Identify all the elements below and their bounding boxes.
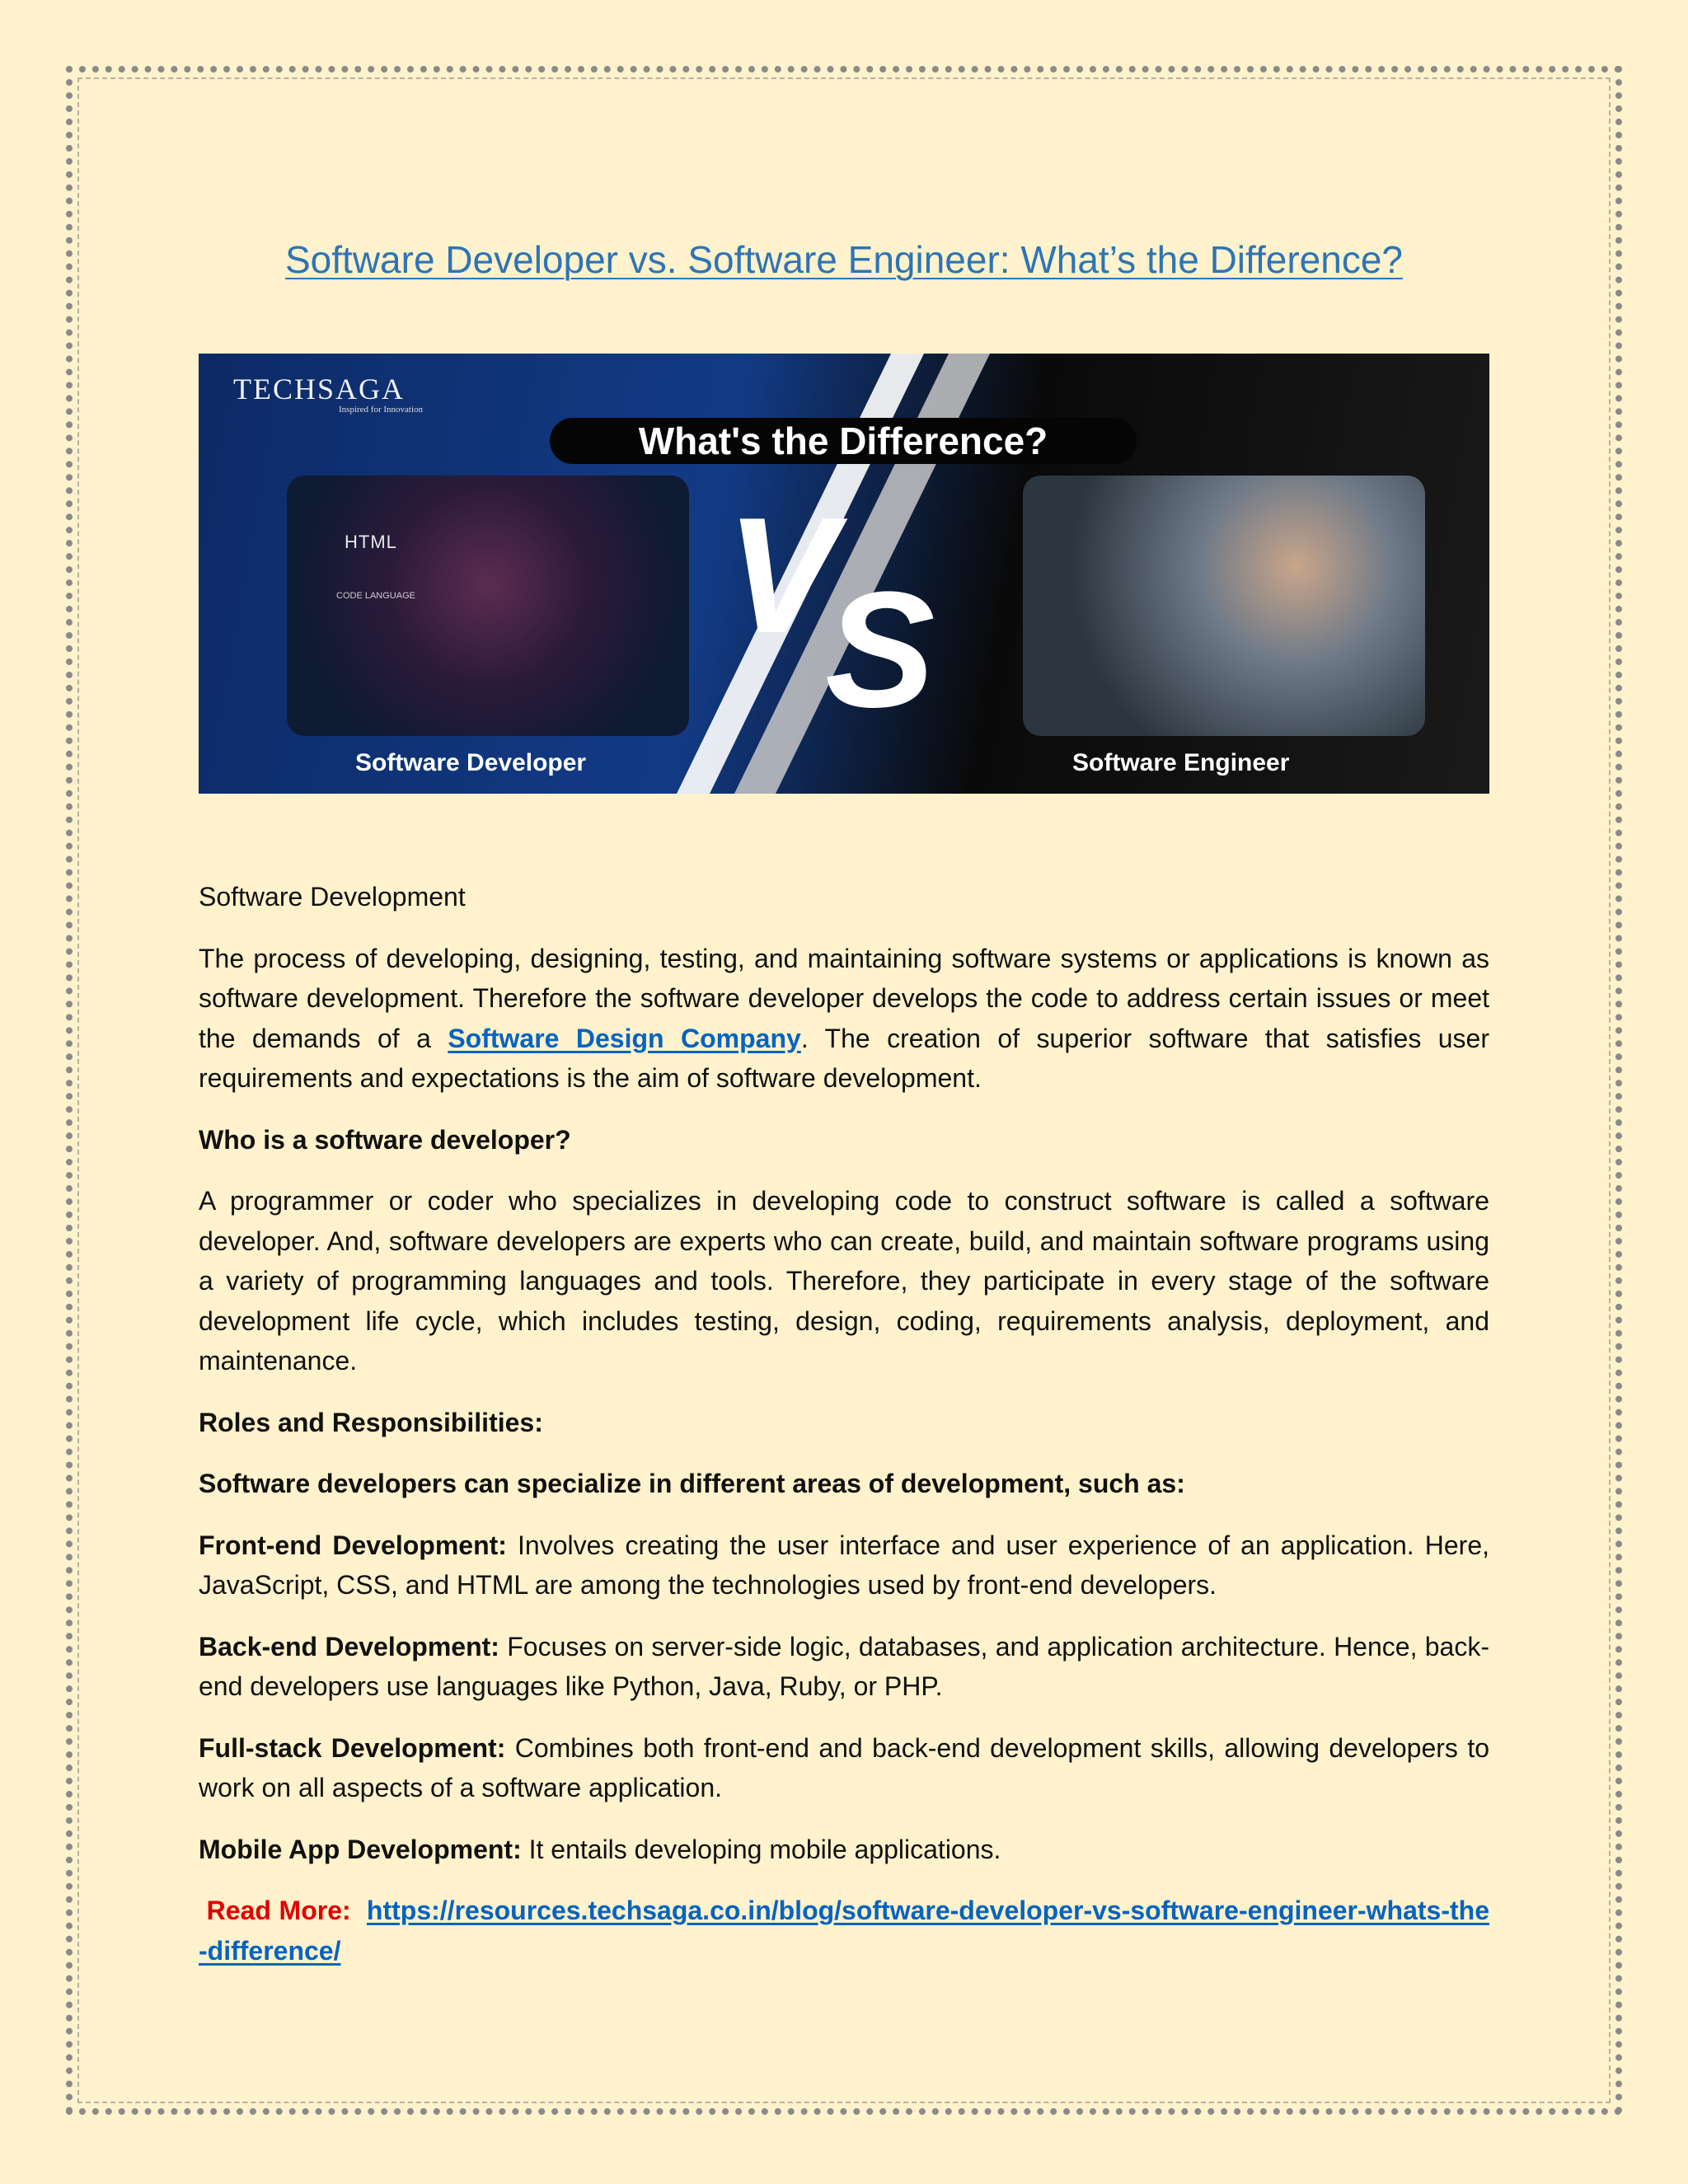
logo-tagline: Inspired for Innovation — [339, 405, 424, 415]
hero-banner — [199, 354, 1489, 794]
area-label: Mobile App Development: — [199, 1834, 522, 1864]
roles-heading: Roles and Responsibilities: — [199, 1407, 543, 1437]
banner-headline: What's the Difference? — [550, 418, 1137, 464]
section-heading: Software Development — [199, 882, 466, 912]
area-text: It entails developing mobile applications. — [521, 1834, 1001, 1864]
read-more-line — [199, 1891, 1489, 1971]
code-language-label: CODE LANGUAGE — [336, 591, 415, 601]
area-label: Front-end Development: — [199, 1530, 507, 1560]
who-paragraph: A programmer or coder who specializes in developing code to construct software is called a software developer. And, software developers are experts who can create, build, and maintain software programs using a variety of programming languages and tools. Therefore, they participate in every stage of the software development life cycle, which includes testing, design, coding, requirements analysis, deployment, and maintenance. — [199, 1186, 1489, 1376]
area-label: Back-end Development: — [199, 1631, 499, 1661]
techsaga-logo: TECHSAGA — [233, 373, 406, 405]
document-content — [199, 231, 1489, 1971]
html-screen-label: HTML — [345, 532, 397, 552]
article-body — [199, 877, 1489, 1971]
page-title[interactable]: Software Developer vs. Software Engineer: What’s the Difference? — [285, 238, 1403, 281]
area-label: Full-stack Development: — [199, 1732, 506, 1763]
read-more-label: Read More: — [206, 1896, 351, 1925]
intro-text-end: . The creation of superior software that satisfies user requirements and expectations is the aim of software development. — [199, 1023, 1489, 1093]
developer-photo — [287, 476, 689, 736]
software-design-company-link[interactable]: Software Design Company — [448, 1023, 801, 1053]
developer-caption: Software Developer — [355, 749, 587, 776]
intro-paragraph — [199, 939, 1489, 1099]
area-item — [199, 1728, 1489, 1808]
area-text: Involves creating the user interface and user experience of an application. Here, JavaScript, CSS, and HTML are among the technologies used by front-end developers. — [199, 1530, 1490, 1600]
vs-letter-s: S — [825, 558, 935, 742]
specialize-heading: Software developers can specialize in different areas of development, such as: — [199, 1469, 1185, 1498]
vs-letter-v: V — [726, 484, 837, 668]
area-item — [199, 1627, 1489, 1707]
engineer-photo — [1023, 476, 1425, 736]
area-text: Focuses on server-side logic, databases, and application architecture. Hence, back-end developers use languages like Python, Java, Ruby, or PHP. — [199, 1631, 1490, 1701]
area-text: Combines both front-end and back-end development skills, allowing developers to work on all aspects of a software application. — [199, 1732, 1490, 1802]
area-item — [199, 1526, 1489, 1605]
area-item — [199, 1830, 1489, 1870]
who-heading: Who is a software developer? — [199, 1124, 571, 1155]
intro-text-start: The process of developing, designing, testing, and maintaining software systems or applications is known as software development. Therefore the software developer develops the code to address certain issues or meet the demands of a — [199, 943, 1489, 1053]
read-more-link[interactable]: https://resources.techsaga.co.in/blog/software-developer-vs-software-engineer-whats-the-difference/ — [199, 1896, 1489, 1966]
engineer-caption: Software Engineer — [1072, 749, 1290, 776]
